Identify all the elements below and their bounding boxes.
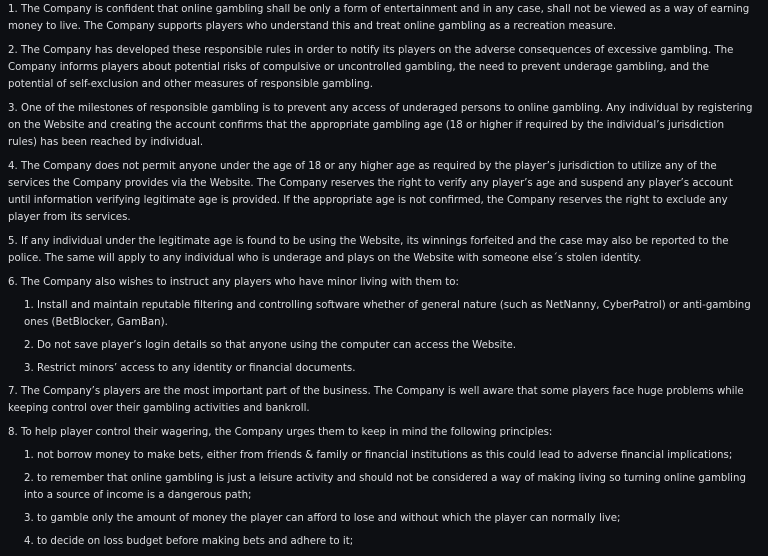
rule-6-sub-2: 2. Do not save player’s login details so that anyone using the computer can access the Website.	[24, 340, 516, 351]
rule-7: 7. The Company’s players are the most important part of the business. The Company is well aware that some players face huge problems while keeping control over their gambling activities and bankroll.	[8, 386, 744, 414]
rule-8-sublist	[8, 447, 756, 550]
rule-6-sub-1: 1. Install and maintain reputable filtering and controlling software whether of general nature (such as NetNanny, CyberPatrol) or anti-gambing ones (BetBlocker, GamBan).	[24, 300, 751, 328]
rule-8-sub-3: 3. to gamble only the amount of money the player can afford to lose and without which the player can normally live;	[24, 513, 621, 524]
rule-8: 8. To help player control their wagering, the Company urges them to keep in mind the following principles:	[8, 427, 553, 438]
rule-8-sub-4: 4. to decide on loss budget before making bets and adhere to it;	[24, 536, 354, 547]
rule-5: 5. If any individual under the legitimate age is found to be using the Website, its winnings forfeited and the case may also be reported to the police. The same will apply to any individual who is underage and plays on the Website with someone else´s stolen identity.	[8, 236, 729, 264]
rule-8-sub-2: 2. to remember that online gambling is just a leisure activity and should not be considered a way of making living so turning online gambling into a source of income is a dangerous path;	[24, 473, 746, 501]
rule-8-sub-1: 1. not borrow money to make bets, either from friends & family or financial institutions as this could lead to adverse financial implications;	[24, 450, 733, 461]
rule-6-sublist	[8, 297, 756, 377]
rule-4: 4. The Company does not permit anyone under the age of 18 or any higher age as required by the player’s jurisdiction to utilize any of the services the Company provides via the Website. The Company reserves the right to verify any player’s age and suspend any player’s account until information verifying legitimate age is provided. If the appropriate age is not confirmed, the Company reserves the right to exclude any player from its services.	[8, 161, 733, 223]
rule-6: 6. The Company also wishes to instruct any players who have minor living with them to:	[8, 277, 459, 288]
rule-3: 3. One of the milestones of responsible gambling is to prevent any access of underaged persons to online gambling. Any individual by registering on the Website and creating the account confirms that the appropriate gambling age (18 or higher if required by the individual’s jurisdiction rules) has been reached by individual.	[8, 103, 753, 148]
rule-2: 2. The Company has developed these responsible rules in order to notify its players on the adverse consequences of excessive gambling. The Company informs players about potential risks of compulsive or uncontrolled gambling, the need to prevent underage gambling, and the potential of self-exclusion and other measures of responsible gambling.	[8, 45, 734, 90]
rule-1: 1. The Company is confident that online gambling shall be only a form of entertainment and in any case, shall not be viewed as a way of earning money to live. The Company supports players who understand this and treat online gambling as a recreation measure.	[8, 4, 750, 32]
rule-6-sub-3: 3. Restrict minors’ access to any identity or financial documents.	[24, 363, 356, 374]
